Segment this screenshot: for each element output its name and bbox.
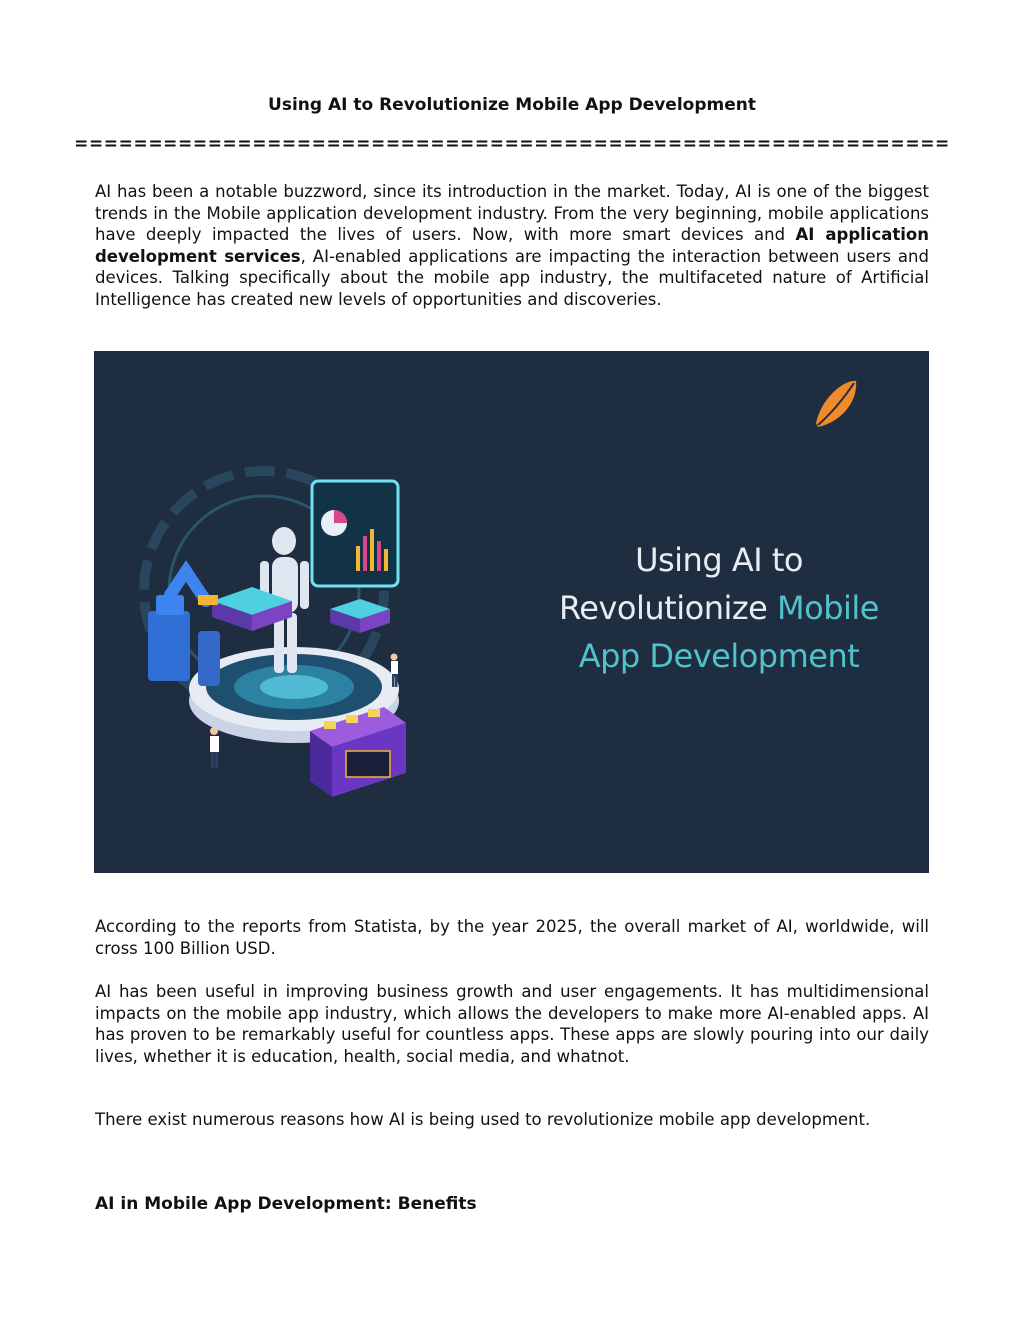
banner-line-3: App Development	[578, 637, 860, 675]
banner-line-2-accent: Mobile	[777, 589, 879, 627]
banner-line-1: Using AI to	[635, 541, 803, 579]
intro-paragraph	[95, 181, 929, 310]
benefits-heading: AI in Mobile App Development: Benefits	[95, 1194, 477, 1214]
separator-line: ===========================================================	[74, 134, 950, 154]
banner-line-2-plain: Revolutionize	[559, 589, 778, 627]
banner-image	[94, 351, 929, 873]
intro-text-2: , AI-enabled applications are impacting the interaction between users and devices. Talking specifically about the mobile app industry, the multifaceted nature of Artificial Intelligence has created new levels of opportunities and discoveries.	[95, 246, 929, 309]
document-title: Using AI to Revolutionize Mobile App Development	[268, 95, 756, 115]
statista-paragraph: According to the reports from Statista, by the year 2025, the overall market of AI, worldwide, will cross 100 Billion USD.	[95, 917, 929, 958]
leaf-icon	[816, 381, 856, 427]
intro-bold-text: AI application development services	[95, 225, 929, 266]
robotic-arm	[148, 571, 220, 686]
banner-heading	[549, 536, 889, 680]
intro-text-1: AI has been a notable buzzword, since its introduction in the market. Today, AI is one of the biggest trends in the Mobile application development industry. From the very beginning, mobile applications have deeply impacted the lives of users. Now, with more smart devices and	[95, 182, 929, 244]
reasons-paragraph: There exist numerous reasons how AI is being used to revolutionize mobile app development.	[95, 1110, 871, 1129]
banner-line-2	[549, 584, 889, 632]
hologram-chart-screen	[312, 481, 398, 586]
business-growth-paragraph: AI has been useful in improving business growth and user engagements. It has multidimensional impacts on the mobile app industry, which allows the developers to make more AI-enabled apps. AI has proven to be remarkably useful for countless apps. These apps are slowly pouring into our daily lives, whether it is education, health, social media, and whatnot.	[95, 982, 929, 1066]
